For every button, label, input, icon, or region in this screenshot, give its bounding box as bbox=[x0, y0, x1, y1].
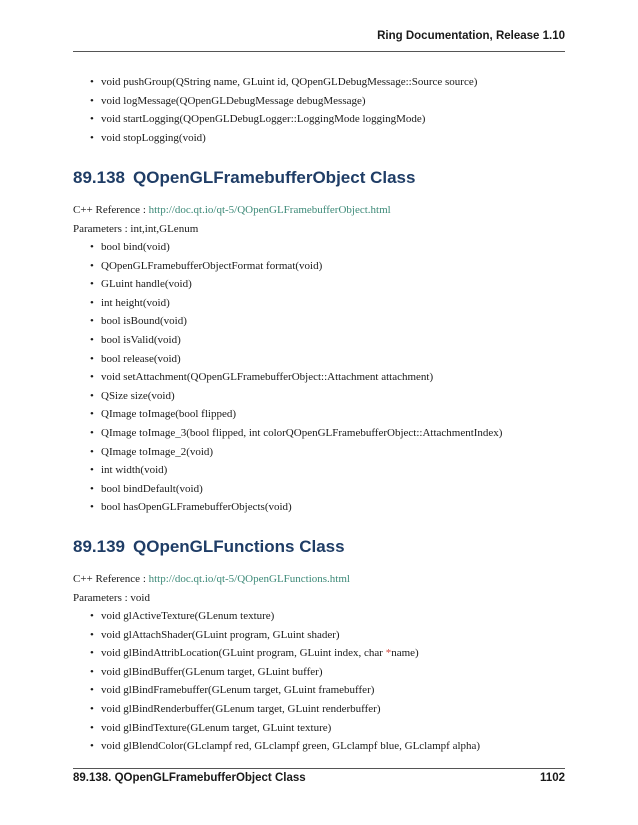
bullet-icon: • bbox=[90, 333, 94, 346]
list-item-text: bool hasOpenGLFramebufferObjects(void) bbox=[101, 501, 292, 514]
list-item bbox=[90, 483, 502, 502]
list-item bbox=[90, 703, 480, 722]
section-title: QOpenGLFunctions Class bbox=[133, 537, 345, 556]
reference-link[interactable]: http://doc.qt.io/qt-5/QOpenGLFramebufferObject.html bbox=[148, 204, 391, 216]
bullet-icon: • bbox=[90, 389, 94, 402]
list-item bbox=[90, 334, 502, 353]
list-item bbox=[90, 408, 502, 427]
bullet-icon: • bbox=[90, 259, 94, 272]
method-list-top bbox=[90, 76, 477, 150]
bullet-icon: • bbox=[90, 501, 94, 514]
bullet-icon: • bbox=[90, 464, 94, 477]
bullet-icon: • bbox=[90, 131, 94, 144]
footer-rule bbox=[73, 768, 565, 769]
list-item bbox=[90, 446, 502, 465]
bullet-icon: • bbox=[90, 721, 94, 734]
bullet-icon: • bbox=[90, 94, 94, 107]
section-number: 89.139 bbox=[73, 537, 125, 556]
parameters-line: Parameters : void bbox=[73, 592, 150, 604]
list-item bbox=[90, 95, 477, 114]
bullet-icon: • bbox=[90, 371, 94, 384]
list-item bbox=[90, 501, 502, 520]
list-item-text: QOpenGLFramebufferObjectFormat format(void) bbox=[101, 259, 323, 272]
bullet-icon: • bbox=[90, 702, 94, 715]
list-item-text: void logMessage(QOpenGLDebugMessage debugMessage) bbox=[101, 94, 366, 107]
list-item-text: int width(void) bbox=[101, 464, 168, 477]
section-title: QOpenGLFramebufferObject Class bbox=[133, 168, 416, 187]
list-item bbox=[90, 132, 477, 151]
list-item-text: void glBindAttribLocation(GLuint program, GLuint index, char *name) bbox=[101, 647, 419, 660]
reference-label: C++ Reference : bbox=[73, 573, 149, 585]
list-item bbox=[90, 629, 480, 648]
section-number: 89.138 bbox=[73, 168, 125, 187]
list-item bbox=[90, 241, 502, 260]
reference-link[interactable]: http://doc.qt.io/qt-5/QOpenGLFunctions.html bbox=[148, 573, 350, 585]
bullet-icon: • bbox=[90, 740, 94, 753]
list-item-text: void stopLogging(void) bbox=[101, 131, 206, 144]
list-item-text: QImage toImage(bool flipped) bbox=[101, 408, 237, 421]
bullet-icon: • bbox=[90, 445, 94, 458]
list-item-text: int height(void) bbox=[101, 296, 170, 309]
bullet-icon: • bbox=[90, 647, 94, 660]
list-item-text: void glBindFramebuffer(GLenum target, GLuint framebuffer) bbox=[101, 684, 375, 697]
bullet-icon: • bbox=[90, 315, 94, 328]
section-heading-framebuffer bbox=[73, 168, 415, 188]
bullet-icon: • bbox=[90, 241, 94, 253]
list-item-text: bool bindDefault(void) bbox=[101, 482, 203, 495]
bullet-icon: • bbox=[90, 76, 94, 88]
list-item bbox=[90, 278, 502, 297]
list-item-text: QImage toImage_3(bool flipped, int colorQOpenGLFramebufferObject::AttachmentIndex) bbox=[101, 426, 503, 439]
list-item-text: bool isBound(void) bbox=[101, 315, 187, 328]
section-heading-functions bbox=[73, 537, 345, 557]
list-item bbox=[90, 353, 502, 372]
bullet-icon: • bbox=[90, 684, 94, 697]
list-item bbox=[90, 647, 480, 666]
list-item-text: void glBindTexture(GLenum target, GLuint texture) bbox=[101, 721, 332, 734]
list-item bbox=[90, 666, 480, 685]
parameters-line: Parameters : int,int,GLenum bbox=[73, 223, 199, 235]
cpp-reference-line bbox=[73, 573, 350, 585]
list-item-text: void glBlendColor(GLclampf red, GLclampf green, GLclampf blue, GLclampf alpha) bbox=[101, 740, 481, 753]
cpp-reference-line bbox=[73, 204, 391, 216]
list-item bbox=[90, 76, 477, 95]
bullet-icon: • bbox=[90, 296, 94, 309]
list-item-text: void glBindBuffer(GLenum target, GLuint buffer) bbox=[101, 665, 323, 678]
list-item bbox=[90, 684, 480, 703]
page-header-title: Ring Documentation, Release 1.10 bbox=[377, 30, 565, 42]
list-item bbox=[90, 740, 480, 759]
list-item bbox=[90, 113, 477, 132]
list-item-text: void startLogging(QOpenGLDebugLogger::LoggingMode loggingMode) bbox=[101, 113, 426, 126]
list-item bbox=[90, 315, 502, 334]
bullet-icon: • bbox=[90, 352, 94, 365]
list-item bbox=[90, 722, 480, 741]
list-item-text: bool release(void) bbox=[101, 352, 181, 365]
list-item bbox=[90, 427, 502, 446]
list-item bbox=[90, 464, 502, 483]
bullet-icon: • bbox=[90, 113, 94, 126]
list-item bbox=[90, 297, 502, 316]
bullet-icon: • bbox=[90, 610, 94, 622]
bullet-icon: • bbox=[90, 482, 94, 495]
list-item-text: void glBindRenderbuffer(GLenum target, GLuint renderbuffer) bbox=[101, 702, 381, 715]
footer-section: 89.138. QOpenGLFramebufferObject Class bbox=[73, 772, 306, 784]
list-item bbox=[90, 610, 480, 629]
bullet-icon: • bbox=[90, 278, 94, 291]
list-item-text: bool bind(void) bbox=[101, 241, 170, 253]
list-item-text: void glActiveTexture(GLenum texture) bbox=[101, 610, 275, 622]
bullet-icon: • bbox=[90, 408, 94, 421]
list-item-text: void setAttachment(QOpenGLFramebufferObject::Attachment attachment) bbox=[101, 371, 434, 384]
list-item bbox=[90, 260, 502, 279]
reference-label: C++ Reference : bbox=[73, 204, 149, 216]
list-item-text: void pushGroup(QString name, GLuint id, QOpenGLDebugMessage::Source source) bbox=[101, 76, 478, 88]
list-item-text: QImage toImage_2(void) bbox=[101, 445, 214, 458]
bullet-icon: • bbox=[90, 628, 94, 641]
method-list-framebuffer bbox=[90, 241, 502, 520]
method-list-functions bbox=[90, 610, 480, 759]
list-item-text: bool isValid(void) bbox=[101, 333, 181, 346]
list-item-text: void glAttachShader(GLuint program, GLuint shader) bbox=[101, 628, 340, 641]
header-rule bbox=[73, 51, 565, 52]
bullet-icon: • bbox=[90, 426, 94, 439]
list-item-text: GLuint handle(void) bbox=[101, 278, 192, 291]
list-item bbox=[90, 371, 502, 390]
footer-page-number: 1102 bbox=[540, 772, 565, 784]
list-item bbox=[90, 390, 502, 409]
bullet-icon: • bbox=[90, 665, 94, 678]
list-item-text: QSize size(void) bbox=[101, 389, 175, 402]
